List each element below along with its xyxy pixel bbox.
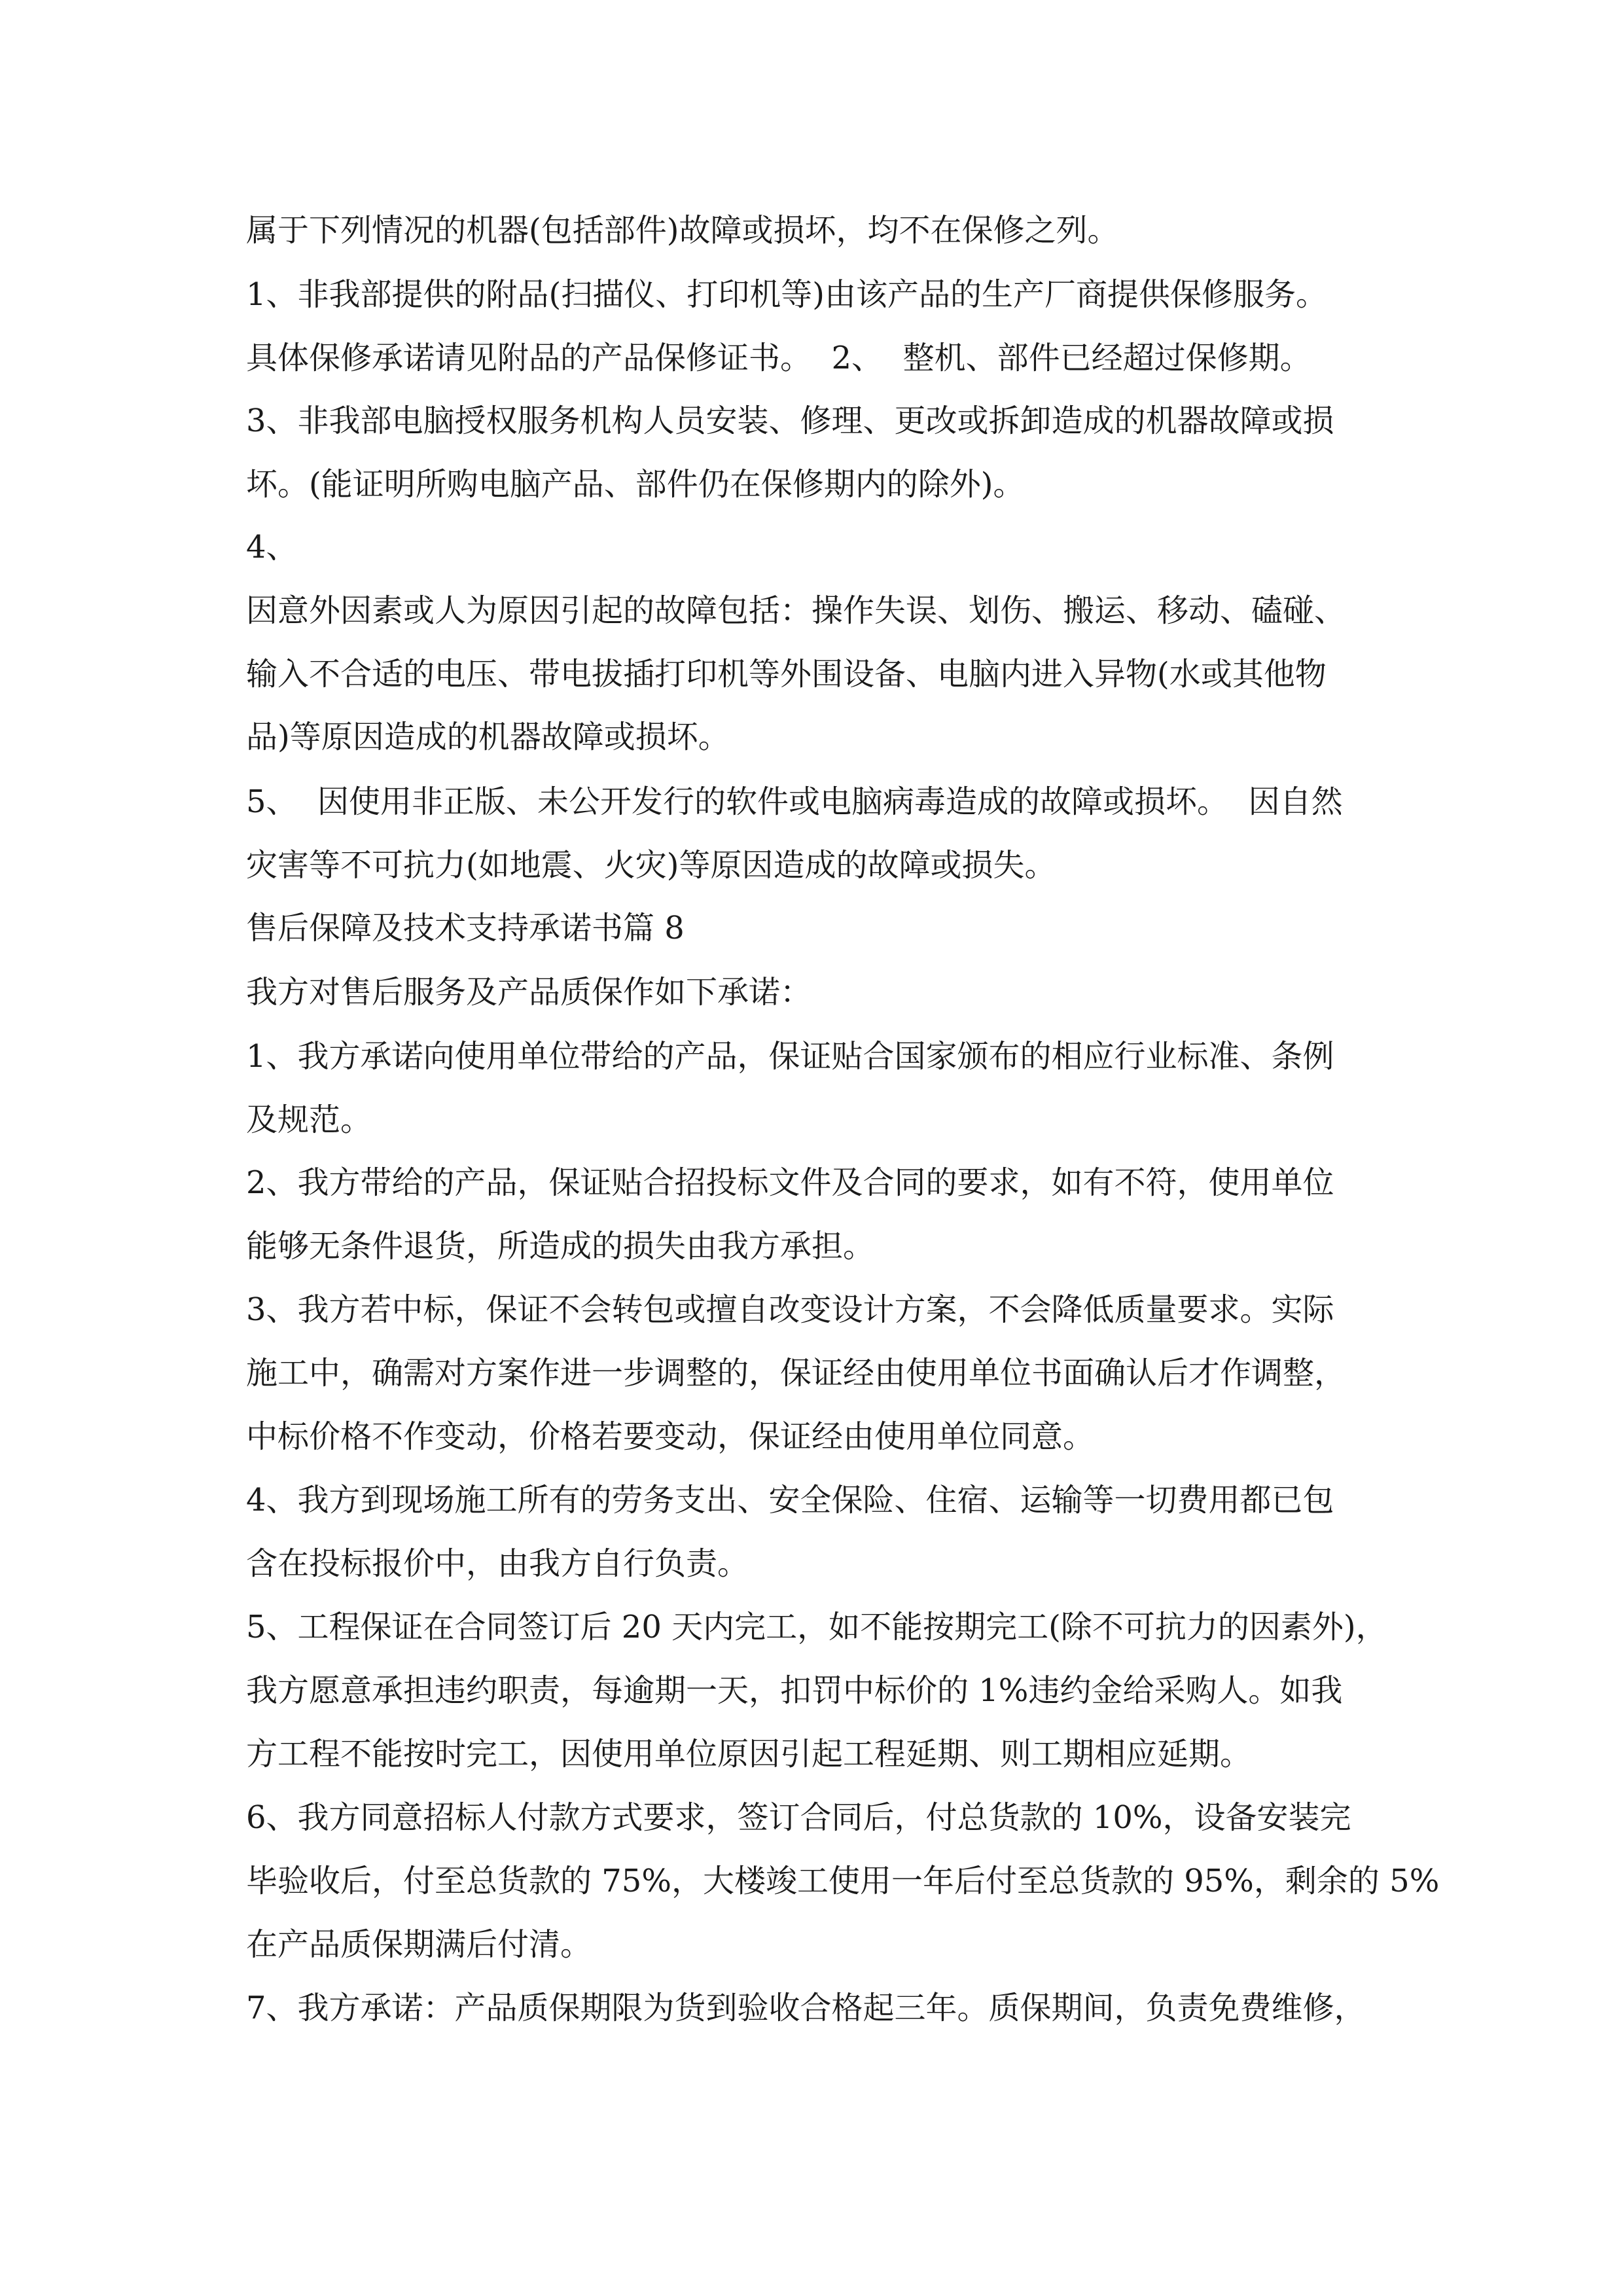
paragraph-line-14: 1、我方承诺向使用单位带给的产品，保证贴合国家颁布的相应行业标准、条例 <box>246 1038 1334 1075</box>
paragraph-line-19: 施工中，确需对方案作进一步调整的，保证经由使用单位书面确认后才作调整， <box>246 1355 1346 1391</box>
paragraph-line-1: 属于下列情况的机器(包括部件)故障或损坏，均不在保修之列。 <box>246 212 1119 249</box>
section-heading: 售后保障及技术支持承诺书篇 8 <box>246 910 685 946</box>
paragraph-line-8: 输入不合适的电压、带电拔插打印机等外围设备、电脑内进入异物(水或其他物 <box>246 656 1327 692</box>
paragraph-line-25: 方工程不能按时完工，因使用单位原因引起工程延期、则工期相应延期。 <box>246 1736 1252 1772</box>
paragraph-line-7: 因意外因素或人为原因引起的故障包括：操作失误、划伤、搬运、移动、磕碰、 <box>246 592 1346 629</box>
paragraph-line-4: 3、非我部电脑授权服务机构人员安装、修理、更改或拆卸造成的机器故障或损 <box>246 403 1334 439</box>
paragraph-line-22: 含在投标报价中，由我方自行负责。 <box>246 1545 749 1582</box>
paragraph-line-3: 具体保修承诺请见附品的产品保修证书。 2、 整机、部件已经超过保修期。 <box>246 340 1311 376</box>
paragraph-line-23: 5、工程保证在合同签订后 20 天内完工，如不能按期完工(除不可抗力的因素外)， <box>246 1609 1387 1645</box>
paragraph-line-20: 中标价格不作变动，价格若要变动，保证经由使用单位同意。 <box>246 1418 1095 1455</box>
paragraph-line-6: 4、 <box>246 529 298 565</box>
paragraph-line-11: 灾害等不可抗力(如地震、火灾)等原因造成的故障或损失。 <box>246 847 1056 884</box>
paragraph-line-27: 毕验收后，付至总货款的 75%，大楼竣工使用一年后付至总货款的 95%，剩余的 5% <box>246 1863 1440 1899</box>
paragraph-line-24: 我方愿意承担违约职责，每逾期一天，扣罚中标价的 1%违约金给采购人。如我 <box>246 1672 1343 1709</box>
paragraph-line-10: 5、 因使用非正版、未公开发行的软件或电脑病毒造成的故障或损坏。 因自然 <box>246 783 1343 820</box>
paragraph-line-28: 在产品质保期满后付清。 <box>246 1926 592 1963</box>
paragraph-line-5: 坏。(能证明所购电脑产品、部件仍在保修期内的除外)。 <box>246 466 1025 503</box>
paragraph-line-29: 7、我方承诺：产品质保期限为货到验收合格起三年。质保期间，负责免费维修， <box>246 1990 1366 2026</box>
paragraph-line-15: 及规范。 <box>246 1102 372 1138</box>
paragraph-line-16: 2、我方带给的产品，保证贴合招投标文件及合同的要求，如有不符，使用单位 <box>246 1164 1334 1201</box>
paragraph-line-9: 品)等原因造成的机器故障或损坏。 <box>246 719 730 755</box>
paragraph-line-26: 6、我方同意招标人付款方式要求，签订合同后，付总货款的 10%，设备安装完 <box>246 1799 1351 1836</box>
paragraph-line-18: 3、我方若中标，保证不会转包或擅自改变设计方案，不会降低质量要求。实际 <box>246 1291 1334 1328</box>
paragraph-line-17: 能够无条件退货，所造成的损失由我方承担。 <box>246 1228 875 1265</box>
paragraph-line-13: 我方对售后服务及产品质保作如下承诺： <box>246 974 812 1011</box>
paragraph-line-21: 4、我方到现场施工所有的劳务支出、安全保险、住宿、运输等一切费用都已包 <box>246 1482 1334 1518</box>
paragraph-line-2: 1、非我部提供的附品(扫描仪、打印机等)由该产品的生产厂商提供保修服务。 <box>246 276 1327 313</box>
